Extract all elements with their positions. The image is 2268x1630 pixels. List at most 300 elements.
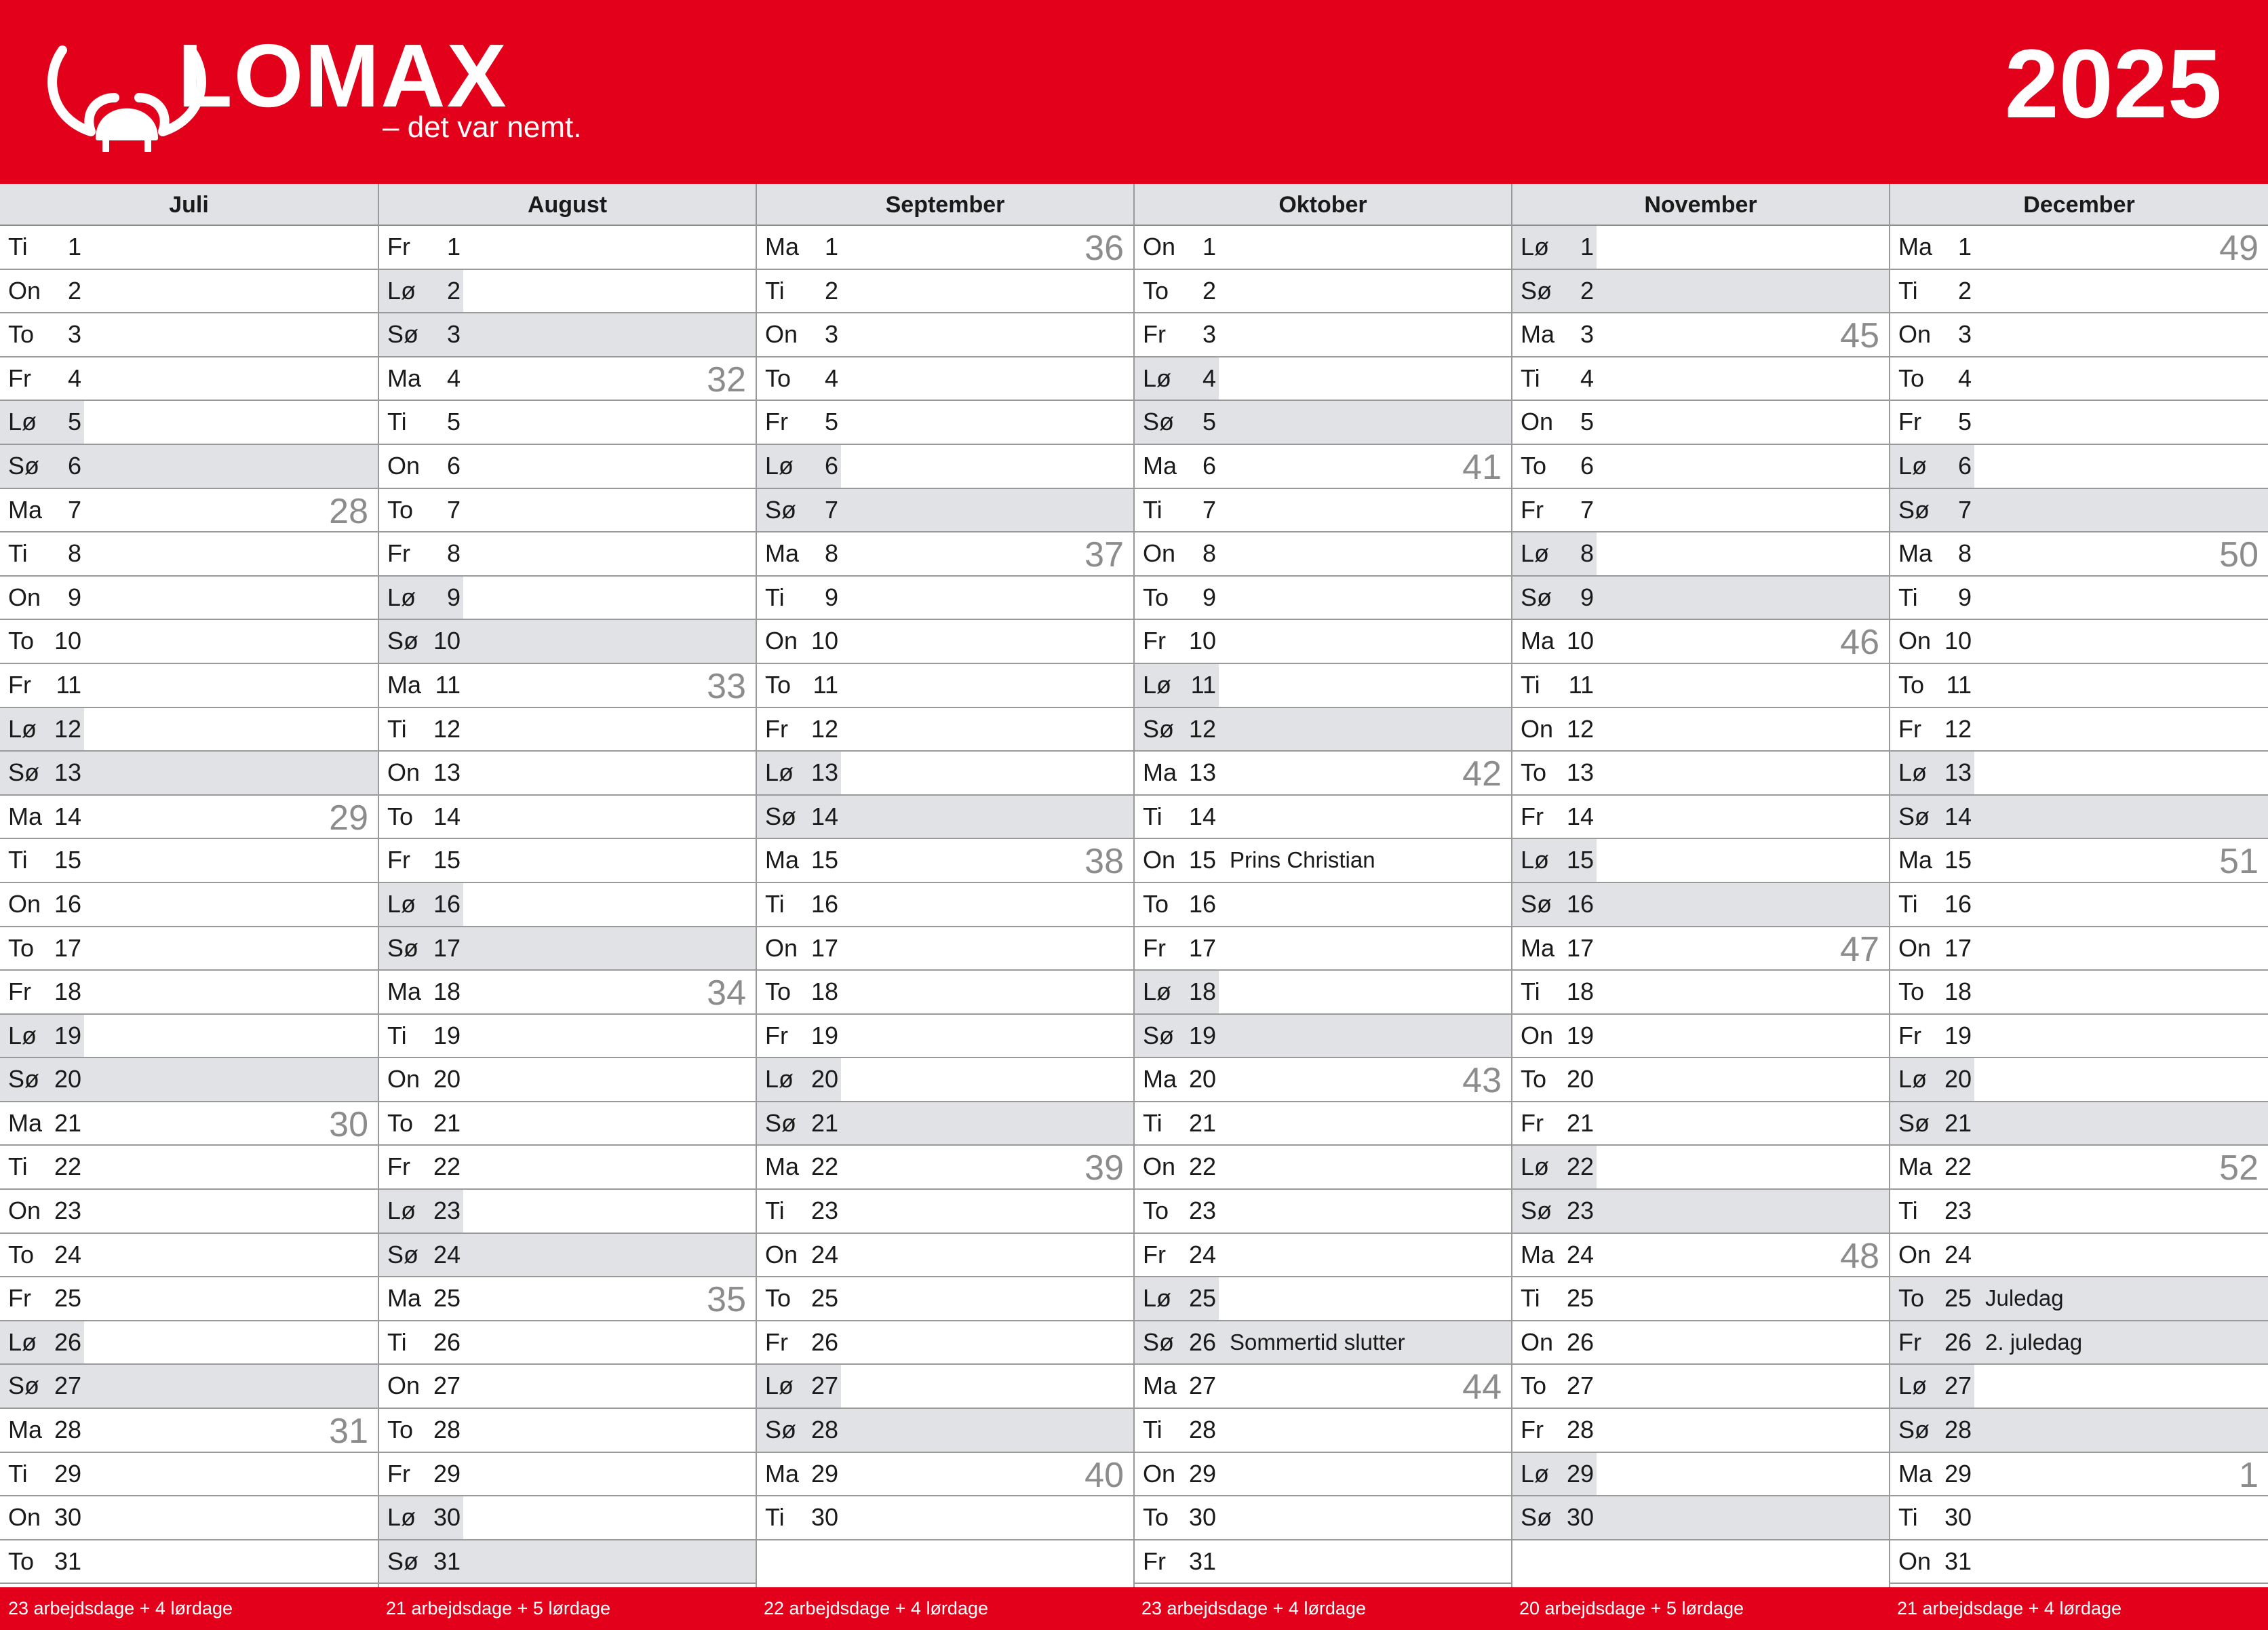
day-note: Prins Christian — [1230, 847, 1375, 873]
weekday-label: To — [1521, 451, 1547, 480]
weekday-label: Ti — [765, 276, 785, 305]
day-row — [379, 270, 756, 314]
day-row — [0, 357, 378, 402]
day-row — [1890, 1190, 2268, 1234]
day-note: 2. juledag — [1985, 1329, 2083, 1355]
weekday-label: Lø — [1521, 1152, 1550, 1181]
day-number: 9 — [446, 583, 461, 611]
day-row — [379, 1321, 756, 1365]
day-row — [379, 1277, 756, 1321]
day-number: 29 — [1188, 1459, 1216, 1488]
day-row — [1890, 313, 2268, 357]
weekday-label: Fr — [1521, 1108, 1544, 1137]
weekday-label: Fr — [765, 1021, 788, 1049]
weekday-label: Fr — [1898, 714, 1921, 743]
weekday-label: Fr — [1143, 1240, 1166, 1268]
day-number: 22 — [810, 1152, 838, 1181]
weekday-label: Ti — [765, 889, 785, 918]
day-number: 23 — [1188, 1197, 1216, 1225]
day-row — [1512, 270, 1889, 314]
day-number: 14 — [1944, 802, 1972, 830]
day-row — [757, 532, 1133, 577]
month-workday-summary: 20 arbejdsdage + 5 lørdage — [1519, 1598, 1744, 1618]
day-row — [1135, 357, 1511, 402]
weekday-label: Ti — [387, 408, 407, 436]
week-number: 1 — [2239, 1455, 2259, 1495]
weekday-label: On — [8, 1197, 41, 1225]
day-number: 29 — [433, 1459, 461, 1488]
day-number: 17 — [1188, 933, 1216, 962]
weekday-label: On — [1521, 1327, 1554, 1356]
day-number: 19 — [1566, 1021, 1594, 1049]
day-number: 5 — [824, 408, 838, 436]
day-row — [757, 577, 1133, 621]
day-number: 4 — [824, 364, 838, 392]
day-number: 26 — [433, 1327, 461, 1356]
day-row — [1135, 839, 1511, 883]
day-number: 12 — [433, 714, 461, 743]
day-row — [379, 1102, 756, 1146]
day-number: 30 — [433, 1503, 461, 1532]
day-number: 6 — [67, 451, 81, 480]
weekday-label: To — [765, 977, 791, 1006]
day-row — [1890, 839, 2268, 883]
day-row — [1512, 971, 1889, 1015]
weekday-label: To — [765, 364, 791, 392]
day-number: 2 — [446, 276, 461, 305]
day-number: 26 — [810, 1327, 838, 1356]
weekday-label: Ma — [1898, 539, 1933, 568]
weekday-label: Lø — [1143, 364, 1172, 392]
day-number: 15 — [810, 846, 838, 874]
day-number: 31 — [1188, 1547, 1216, 1575]
day-number: 11 — [435, 670, 461, 699]
day-number: 20 — [1188, 1065, 1216, 1093]
day-number: 30 — [1566, 1503, 1594, 1532]
day-row — [379, 971, 756, 1015]
weekday-label: Ti — [8, 1152, 28, 1181]
weekday-label: Sø — [1898, 1108, 1930, 1137]
week-number: 37 — [1084, 535, 1124, 575]
day-number: 10 — [433, 627, 461, 655]
weekday-label: On — [1898, 933, 1932, 962]
weekday-label: Ma — [1898, 846, 1933, 874]
day-row — [0, 1190, 378, 1234]
weekday-label: Fr — [765, 408, 788, 436]
day-row — [0, 664, 378, 708]
week-number: 47 — [1840, 929, 1879, 969]
weekday-label: To — [1521, 1372, 1547, 1400]
day-number: 7 — [824, 495, 838, 524]
day-number: 7 — [1957, 495, 1972, 524]
weekday-label: To — [1521, 758, 1547, 787]
month-column-oktober — [1133, 184, 1511, 1587]
day-row — [1512, 1277, 1889, 1321]
day-row — [757, 1453, 1133, 1497]
day-number: 1 — [1202, 233, 1216, 260]
day-number: 31 — [54, 1547, 81, 1575]
day-row — [1512, 532, 1889, 577]
day-number: 15 — [433, 846, 461, 874]
day-row — [0, 927, 378, 971]
weekday-label: Fr — [8, 364, 31, 392]
day-number: 16 — [1566, 889, 1594, 918]
weekday-label: Ti — [1521, 977, 1540, 1006]
day-number: 22 — [1566, 1152, 1594, 1181]
weekday-label: Lø — [1898, 1065, 1928, 1093]
weekday-label: On — [8, 1503, 41, 1532]
weekday-label: Fr — [765, 1327, 788, 1356]
day-number: 19 — [1944, 1021, 1972, 1049]
weekday-label: On — [1521, 714, 1554, 743]
day-row — [1135, 1146, 1511, 1190]
day-note: Juledag — [1985, 1285, 2064, 1311]
day-number: 21 — [54, 1108, 81, 1137]
weekday-label: Fr — [1521, 1416, 1544, 1444]
day-number: 7 — [67, 495, 81, 524]
weekday-label: Ma — [1143, 758, 1177, 787]
day-row — [379, 1058, 756, 1102]
week-number: 48 — [1840, 1236, 1879, 1276]
day-number: 7 — [446, 495, 461, 524]
day-row — [757, 270, 1133, 314]
day-number: 25 — [810, 1284, 838, 1313]
weekday-label: Lø — [387, 1197, 416, 1225]
day-row — [1512, 883, 1889, 927]
day-row — [1135, 1321, 1511, 1365]
weekday-label: Lø — [1898, 1372, 1928, 1400]
day-row — [1512, 401, 1889, 445]
weekday-label: On — [1898, 1240, 1932, 1268]
week-number: 45 — [1840, 316, 1879, 356]
day-number: 3 — [1202, 320, 1216, 349]
weekday-label: Fr — [1143, 320, 1166, 349]
weekday-label: To — [8, 1240, 35, 1268]
day-number: 1 — [1580, 233, 1594, 260]
day-row — [1135, 796, 1511, 840]
weekday-label: Ti — [765, 583, 785, 611]
day-number: 3 — [67, 320, 81, 349]
day-row — [1135, 927, 1511, 971]
day-row — [1135, 577, 1511, 621]
day-row — [1890, 971, 2268, 1015]
weekday-label: Ma — [1521, 1240, 1555, 1268]
day-number: 26 — [1944, 1327, 1972, 1356]
weekday-label: Lø — [765, 451, 794, 480]
day-number: 25 — [433, 1284, 461, 1313]
weekday-label: Sø — [1521, 889, 1552, 918]
weekday-label: On — [1143, 1152, 1176, 1181]
day-number: 12 — [810, 714, 838, 743]
day-number: 1 — [824, 233, 838, 260]
day-row — [757, 796, 1133, 840]
day-number: 16 — [433, 889, 461, 918]
weekday-label: To — [387, 1108, 414, 1137]
day-number: 11 — [1946, 670, 1972, 699]
day-row — [379, 1453, 756, 1497]
weekday-label: Ti — [1898, 889, 1918, 918]
weekday-label: On — [765, 627, 798, 655]
day-number: 23 — [810, 1197, 838, 1225]
week-number: 46 — [1840, 623, 1879, 663]
day-number: 28 — [1188, 1416, 1216, 1444]
weekday-label: Sø — [1898, 802, 1930, 830]
day-row — [0, 1234, 378, 1278]
day-number: 14 — [1566, 802, 1594, 830]
weekday-label: Ma — [1521, 320, 1555, 349]
day-number: 28 — [54, 1416, 81, 1444]
day-row — [1512, 1453, 1889, 1497]
weekday-label: Sø — [765, 802, 797, 830]
day-number: 29 — [810, 1459, 838, 1488]
day-number: 23 — [54, 1197, 81, 1225]
day-row — [1512, 708, 1889, 752]
day-row — [379, 1146, 756, 1190]
day-number: 2 — [67, 276, 81, 305]
day-number: 4 — [1202, 364, 1216, 392]
day-row — [1512, 1102, 1889, 1146]
week-number: 50 — [2219, 535, 2259, 575]
weekday-label: Ti — [765, 1503, 785, 1532]
day-number: 28 — [810, 1416, 838, 1444]
weekday-label: Ma — [1898, 1459, 1933, 1488]
day-row — [1890, 883, 2268, 927]
calendar-grid — [0, 184, 2268, 1587]
weekday-label: Ti — [8, 233, 28, 260]
weekday-label: Sø — [8, 1372, 40, 1400]
weekday-label: Fr — [387, 846, 410, 874]
day-row — [0, 1015, 378, 1059]
day-row — [0, 1102, 378, 1146]
day-row — [1135, 1453, 1511, 1497]
day-row — [0, 620, 378, 664]
weekday-label: On — [1898, 627, 1932, 655]
day-number: 15 — [1188, 846, 1216, 874]
day-number: 28 — [433, 1416, 461, 1444]
week-number: 49 — [2219, 229, 2259, 268]
day-row — [1890, 1234, 2268, 1278]
weekday-label: Ti — [1521, 364, 1540, 392]
day-number: 22 — [54, 1152, 81, 1181]
weekday-label: Lø — [8, 714, 37, 743]
week-number: 43 — [1462, 1061, 1502, 1101]
day-number: 20 — [54, 1065, 81, 1093]
day-number: 25 — [1944, 1284, 1972, 1313]
day-row — [1512, 357, 1889, 402]
weekday-label: On — [1898, 320, 1932, 349]
day-row — [1512, 1015, 1889, 1059]
day-number: 29 — [54, 1459, 81, 1488]
weekday-label: Ti — [387, 1327, 407, 1356]
month-column-september — [756, 184, 1133, 1587]
month-workday-summary: 22 arbejdsdage + 4 lørdage — [764, 1598, 988, 1618]
weekday-label: Sø — [1521, 276, 1552, 305]
day-number: 25 — [1566, 1284, 1594, 1313]
day-number: 5 — [1202, 408, 1216, 436]
day-row — [1135, 1496, 1511, 1540]
weekday-label: Fr — [765, 714, 788, 743]
day-row — [0, 1540, 378, 1585]
day-number: 30 — [54, 1503, 81, 1532]
day-number: 31 — [1944, 1547, 1972, 1575]
day-number: 30 — [810, 1503, 838, 1532]
weekday-label: Lø — [387, 276, 416, 305]
weekday-label: Ma — [765, 539, 800, 568]
day-row — [757, 927, 1133, 971]
day-row — [757, 1277, 1133, 1321]
weekday-label: Ma — [387, 670, 422, 699]
day-number: 5 — [67, 408, 81, 436]
day-number: 8 — [1202, 539, 1216, 568]
weekday-label: Fr — [1898, 1021, 1921, 1049]
day-number: 2 — [1580, 276, 1594, 305]
day-row — [1512, 1234, 1889, 1278]
day-row — [1890, 270, 2268, 314]
day-row — [0, 1277, 378, 1321]
weekday-label: Ma — [765, 846, 800, 874]
day-number: 13 — [1566, 758, 1594, 787]
day-row — [757, 1234, 1133, 1278]
week-number: 36 — [1084, 229, 1124, 268]
calendar-year: 2025 — [2004, 29, 2222, 138]
day-number: 18 — [54, 977, 81, 1006]
day-row — [1890, 1015, 2268, 1059]
day-row — [0, 1146, 378, 1190]
weekday-label: Ti — [1898, 1197, 1918, 1225]
weekday-label: Ma — [1521, 933, 1555, 962]
day-number: 18 — [1944, 977, 1972, 1006]
week-number: 39 — [1084, 1148, 1124, 1188]
calendar-header — [0, 0, 2268, 184]
weekday-label: Fr — [387, 1152, 410, 1181]
day-row — [1135, 313, 1511, 357]
day-number: 17 — [1566, 933, 1594, 962]
weekday-label: To — [387, 495, 414, 524]
day-row — [1512, 489, 1889, 533]
day-number: 23 — [1944, 1197, 1972, 1225]
day-row — [0, 1365, 378, 1409]
day-number: 8 — [446, 539, 461, 568]
weekday-label: Lø — [8, 408, 37, 436]
weekday-label: Sø — [8, 1065, 40, 1093]
day-row — [0, 445, 378, 489]
day-row — [757, 313, 1133, 357]
day-row — [757, 1409, 1133, 1453]
day-number: 19 — [810, 1021, 838, 1049]
day-row — [379, 401, 756, 445]
weekday-label: Fr — [1521, 495, 1544, 524]
day-number: 15 — [54, 846, 81, 874]
day-number: 11 — [1190, 670, 1216, 699]
weekday-label: On — [1143, 1459, 1176, 1488]
day-number: 9 — [824, 583, 838, 611]
day-row — [1890, 401, 2268, 445]
day-row — [1135, 1102, 1511, 1146]
weekday-label: Lø — [8, 1021, 37, 1049]
day-number: 28 — [1566, 1416, 1594, 1444]
day-number: 25 — [1188, 1284, 1216, 1313]
weekday-label: Lø — [765, 1065, 794, 1093]
day-row — [0, 226, 378, 270]
weekday-label: Ti — [8, 1459, 28, 1488]
day-number: 24 — [54, 1240, 81, 1268]
day-row — [0, 1321, 378, 1365]
day-number: 16 — [1188, 889, 1216, 918]
weekday-label: On — [8, 276, 41, 305]
weekday-label: Sø — [765, 495, 797, 524]
day-number: 3 — [824, 320, 838, 349]
day-number: 27 — [1566, 1372, 1594, 1400]
day-row — [1890, 357, 2268, 402]
day-number: 12 — [54, 714, 81, 743]
day-number: 6 — [1580, 451, 1594, 480]
day-number: 28 — [1944, 1416, 1972, 1444]
day-row — [1512, 445, 1889, 489]
weekday-label: On — [1521, 408, 1554, 436]
weekday-label: Ma — [1521, 627, 1555, 655]
weekday-label: On — [765, 933, 798, 962]
weekday-label: Sø — [1521, 583, 1552, 611]
weekday-label: Ti — [1898, 276, 1918, 305]
day-number: 1 — [446, 233, 461, 260]
day-row — [1512, 620, 1889, 664]
day-row — [1512, 1146, 1889, 1190]
day-number: 17 — [54, 933, 81, 962]
weekday-label: Ma — [8, 1416, 43, 1444]
weekday-label: Ma — [8, 495, 43, 524]
day-row — [379, 1365, 756, 1409]
month-column-august — [378, 184, 756, 1587]
week-number: 31 — [329, 1412, 368, 1452]
weekday-label: Lø — [1521, 1459, 1550, 1488]
day-row — [1135, 1540, 1511, 1585]
day-row — [1890, 1058, 2268, 1102]
day-row — [1890, 1146, 2268, 1190]
day-row — [757, 752, 1133, 796]
weekday-label: Lø — [1521, 846, 1550, 874]
day-row — [379, 226, 756, 270]
day-number: 8 — [1957, 539, 1972, 568]
weekday-label: Sø — [8, 451, 40, 480]
weekday-label: Sø — [387, 1240, 419, 1268]
week-number: 34 — [707, 973, 746, 1013]
weekday-label: Ti — [8, 846, 28, 874]
weekday-label: Fr — [8, 1284, 31, 1313]
day-row — [1890, 664, 2268, 708]
day-row — [1890, 796, 2268, 840]
day-row — [1512, 1409, 1889, 1453]
day-row — [0, 752, 378, 796]
weekday-label: Sø — [1143, 714, 1175, 743]
day-row — [379, 1540, 756, 1585]
weekday-label: On — [387, 451, 421, 480]
day-row — [1512, 1365, 1889, 1409]
weekday-label: Sø — [1143, 1021, 1175, 1049]
day-row — [0, 971, 378, 1015]
week-number: 52 — [2219, 1148, 2259, 1188]
day-number: 13 — [54, 758, 81, 787]
day-row — [1135, 1190, 1511, 1234]
weekday-label: Ti — [1143, 1108, 1162, 1137]
day-row — [379, 1496, 756, 1540]
day-row — [757, 1146, 1133, 1190]
day-row — [1512, 796, 1889, 840]
day-row — [0, 796, 378, 840]
day-number: 2 — [1202, 276, 1216, 305]
month-header: December — [1890, 184, 2268, 226]
weekday-label: On — [387, 758, 421, 787]
weekday-label: Ma — [387, 1284, 422, 1313]
